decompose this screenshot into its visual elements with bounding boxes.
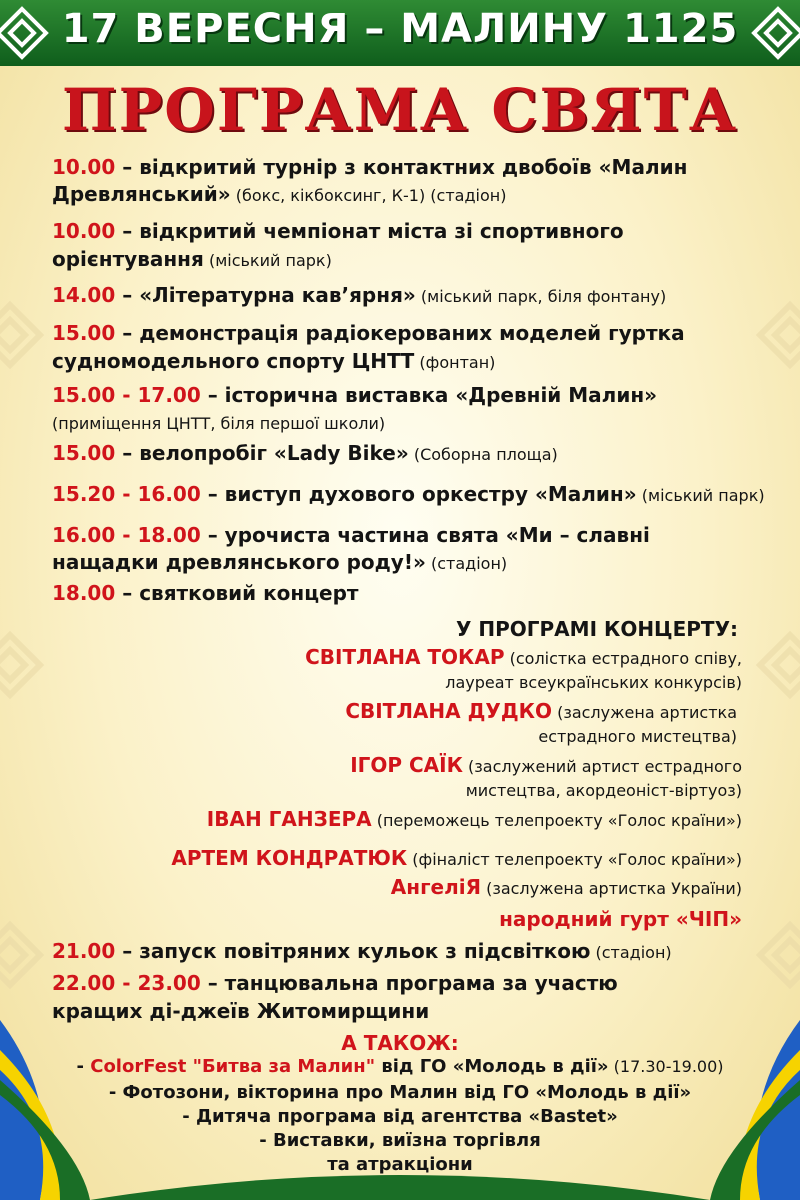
event-line <box>52 409 800 437</box>
event-line <box>52 970 800 996</box>
event-line <box>52 320 800 346</box>
performer-name: СВІТЛАНА ТОКАР <box>305 645 505 669</box>
also-item: - Виставки, виїзна торгівля <box>259 1130 541 1151</box>
performer-desc-line <box>0 668 742 696</box>
performer-name: СВІТЛАНА ДУДКО <box>345 699 552 723</box>
performer-desc: (заслужений артист естрадного <box>462 757 742 776</box>
performer-desc: (заслужена артистка України) <box>480 879 742 898</box>
also-item: - Фотозони, вікторина про Малин від ГО «Молодь в дії» <box>108 1082 692 1103</box>
event-text: – демонстрація радіокерованих моделей гуртка <box>115 321 685 345</box>
event-time: 18.00 <box>52 581 116 605</box>
event-line <box>52 522 800 548</box>
event-line <box>52 181 800 209</box>
also-note: (17.30-19.00) <box>608 1057 724 1076</box>
band-name: «ЧІП» <box>675 907 742 931</box>
performer-desc: лауреат всеукраїнських конкурсів) <box>445 673 742 692</box>
event-time: 22.00 - 23.00 <box>52 971 201 995</box>
event-time: 21.00 <box>52 939 116 963</box>
also-text: від ГО «Молодь в дії» <box>375 1056 609 1077</box>
performer-name: ІГОР САЇК <box>350 753 463 777</box>
event-note: (міський парк) <box>203 251 332 270</box>
event-line <box>52 580 800 606</box>
event-note: (фонтан) <box>414 353 496 372</box>
event-text: – велопробіг «Lady Bike» <box>115 441 409 465</box>
event-time: 15.00 <box>52 441 116 465</box>
event-line <box>52 998 800 1024</box>
event-text: – урочиста частина свята «Ми – славні <box>200 523 650 547</box>
event-text: – святковий концерт <box>115 581 359 605</box>
performer-desc: мистецтва, акордеоніст-віртуоз) <box>465 781 742 800</box>
program-title: ПРОГРАМА СВЯТА <box>61 76 739 144</box>
event-line <box>52 154 800 180</box>
event-text: – відкритий турнір з контактних двобоїв «Малин <box>115 155 688 179</box>
event-text: кращих ді-джеїв Житомирщини <box>52 999 430 1023</box>
band-prefix: народний гурт <box>499 907 676 931</box>
event-note: (приміщення ЦНТТ, біля першої школи) <box>52 414 386 433</box>
event-text: – запуск повітряних кульок з підсвіткою <box>115 939 591 963</box>
performer-name: АнгеліЯ <box>390 875 481 899</box>
event-line <box>52 938 800 966</box>
event-line <box>52 282 800 310</box>
performer-name: АРТЕМ КОНДРАТЮК <box>171 846 408 870</box>
event-text: – відкритий чемпіонат міста зі спортивного <box>115 219 624 243</box>
performer-desc: (солістка естрадного співу, <box>504 649 742 668</box>
header-title: 17 ВЕРЕСНЯ – МАЛИНУ 1125 <box>61 6 739 52</box>
performer <box>0 845 742 873</box>
event-text: – виступ духового оркестру «Малин» <box>200 482 637 506</box>
event-line <box>52 382 800 408</box>
band-line <box>0 906 742 932</box>
event-note: (стадіон) <box>590 943 672 962</box>
event-text: – танцювальна програма за участю <box>200 971 618 995</box>
event-text: нащадки древлянського роду!» <box>52 550 426 574</box>
event-line <box>52 348 800 376</box>
performer-desc-line <box>0 776 742 804</box>
event-note: (стадіон) <box>425 554 508 573</box>
event-time: 14.00 <box>52 283 116 307</box>
performer-desc: (фіналіст телепроекту «Голос країни») <box>407 850 742 869</box>
event-time: 15.00 - 17.00 <box>52 383 201 407</box>
event-note: (Соборна площа) <box>408 445 558 464</box>
also-prefix: - <box>76 1056 91 1077</box>
event-text: – історична виставка «Древній Малин» <box>200 383 658 407</box>
performer <box>0 874 742 902</box>
also-item: - Дитяча програма від агентства «Bastet» <box>182 1106 618 1127</box>
event-time: 15.00 <box>52 321 116 345</box>
event-line <box>52 246 800 274</box>
also-item <box>0 1054 800 1080</box>
event-text: орієнтування <box>52 247 204 271</box>
event-time: 15.20 - 16.00 <box>52 482 201 506</box>
event-text: – «Літературна кав’ярня» <box>115 283 416 307</box>
performer-desc: (заслужена артистка <box>551 703 737 722</box>
event-line <box>52 218 800 244</box>
event-line <box>52 481 800 509</box>
event-text: Древлянський» <box>52 182 231 206</box>
event-note: (бокс, кікбоксинг, К-1) (стадіон) <box>230 186 507 205</box>
concert-heading: У ПРОГРАМІ КОНЦЕРТУ: <box>456 617 738 641</box>
also-item: та атракціони <box>327 1154 473 1175</box>
also-heading: А ТАКОЖ: <box>341 1031 459 1055</box>
performer-desc-line <box>0 722 737 750</box>
event-time: 10.00 <box>52 219 116 243</box>
performer-name: ІВАН ГАНЗЕРА <box>206 807 372 831</box>
event-line <box>52 440 800 468</box>
performer-desc: естрадного мистецтва) <box>538 727 737 746</box>
event-note: (міський парк) <box>636 486 765 505</box>
performer-desc: (переможець телепроекту «Голос країни») <box>371 811 742 830</box>
event-note: (міський парк, біля фонтану) <box>415 287 667 306</box>
also-highlight: ColorFest "Битва за Малин" <box>90 1056 376 1077</box>
event-text: судномодельного спорту ЦНТТ <box>52 349 415 373</box>
event-time: 10.00 <box>52 155 116 179</box>
event-time: 16.00 - 18.00 <box>52 523 201 547</box>
event-line <box>52 549 800 577</box>
performer <box>0 806 742 834</box>
